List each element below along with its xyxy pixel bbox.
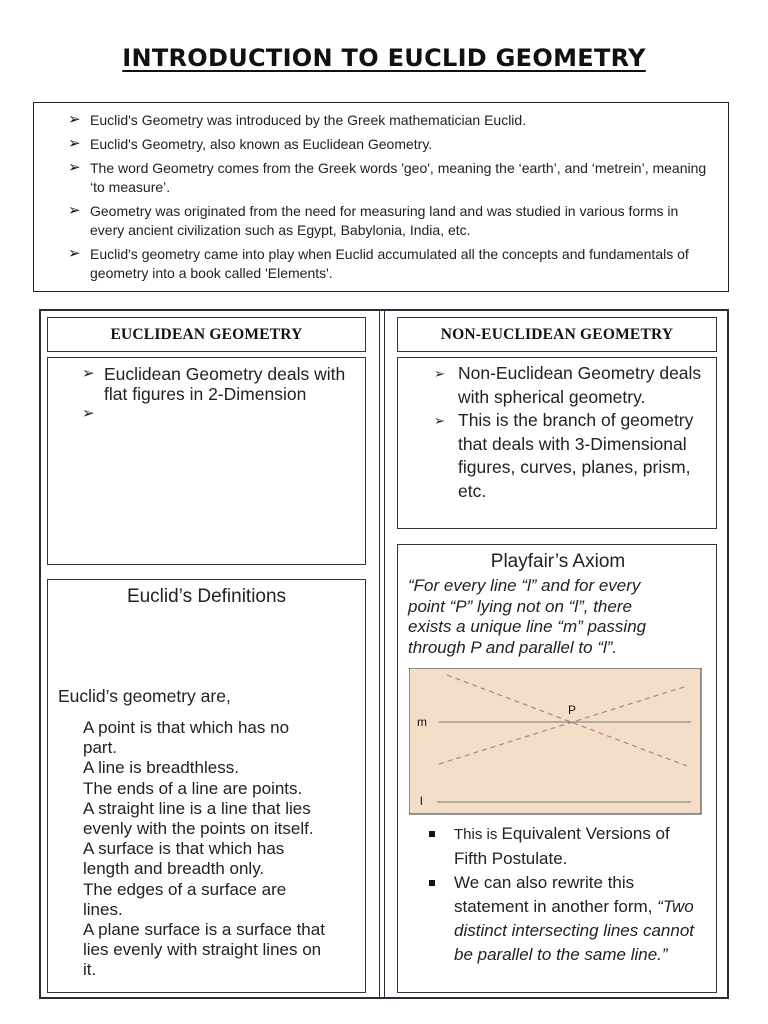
- arrow-bullet-icon: ➢: [82, 405, 95, 422]
- intro-box: [33, 102, 729, 292]
- point1-prefix: This is: [454, 826, 502, 843]
- list-item: [68, 111, 716, 130]
- arrow-bullet-icon: ➢: [68, 111, 81, 128]
- definition-line: A point is that which has no: [83, 718, 290, 737]
- column-divider: [379, 311, 385, 997]
- playfair-point-1: [454, 822, 704, 871]
- quote-line: through P and parallel to “l”.: [408, 637, 618, 657]
- definitions-title: Euclid’s Definitions: [126, 586, 287, 607]
- arrow-bullet-icon: ➢: [68, 202, 81, 219]
- parallel-lines-diagram: [409, 668, 703, 816]
- label-l: l: [420, 794, 423, 808]
- list-item-text: Non-Euclidean Geometry deals with spherical geometry.: [458, 363, 702, 407]
- diagram-background: [409, 668, 701, 814]
- euclidean-points-box: [47, 357, 366, 565]
- playfair-box: [397, 544, 717, 993]
- square-bullet-icon: [429, 831, 435, 837]
- arrow-bullet-icon: ➢: [434, 366, 445, 381]
- list-item-text: Euclid's Geometry was introduced by the Greek mathematician Euclid.: [90, 112, 527, 128]
- square-bullet-icon: [429, 880, 435, 886]
- definition-line: A line is breadthless.: [83, 758, 239, 778]
- point2-text: We can also rewrite this statement in another form,: [454, 873, 658, 916]
- label-m: m: [417, 715, 427, 729]
- definitions-intro: Euclid’s geometry are,: [58, 686, 231, 706]
- definition-line: part.: [83, 738, 118, 758]
- list-item: [434, 362, 706, 409]
- definition-line: evenly with the points on itself.: [83, 819, 314, 839]
- list-item-text: The word Geometry comes from the Greek words 'geo', meaning the ‘earth’, and ‘metrein’, meaning ‘to measure’.: [90, 160, 707, 195]
- playfair-points: [454, 822, 704, 967]
- list-item-text: Euclid's Geometry, also known as Euclidean Geometry.: [90, 136, 433, 152]
- list-item-text: Geometry was originated from the need for measuring land and was studied in various forms in every ancient civilization such as Egypt, Babylonia, India, etc.: [90, 203, 679, 238]
- definition-line: lines.: [83, 899, 123, 919]
- playfair-title: Playfair’s Axiom: [490, 551, 626, 572]
- definitions-list: [58, 718, 355, 981]
- quote-line: point “P” lying not on “l”, there: [408, 596, 632, 616]
- list-item: [68, 245, 716, 283]
- quote-line: “For every line “l” and for every: [408, 576, 641, 595]
- intro-list: [68, 111, 716, 283]
- definition-line: A straight line is a line that lies: [83, 798, 311, 818]
- playfair-point-2: [454, 871, 704, 967]
- list-item-text: Euclidean Geometry deals with flat figures in 2-Dimension: [104, 364, 346, 404]
- quote-line: exists a unique line “m” passing: [408, 617, 647, 636]
- definition-line: A surface is that which has: [83, 839, 285, 859]
- list-item: [68, 202, 716, 240]
- point1-text: Equivalent Versions of Fifth Postulate.: [454, 824, 670, 868]
- arrow-bullet-icon: ➢: [68, 159, 81, 176]
- arrow-bullet-icon: ➢: [434, 413, 445, 428]
- definitions-box: [47, 579, 366, 993]
- point2-italic-text: “Two distinct intersecting lines cannot be parallel to the same line.”: [454, 897, 695, 964]
- definition-line: lies evenly with straight lines on: [83, 940, 322, 960]
- euclidean-heading: EUCLIDEAN GEOMETRY: [47, 317, 366, 352]
- definition-line: The ends of a line are points.: [83, 778, 303, 798]
- arrow-bullet-icon: ➢: [82, 365, 95, 382]
- playfair-quote: [408, 576, 708, 658]
- list-item: [68, 159, 716, 197]
- arrow-bullet-icon: ➢: [68, 135, 81, 152]
- non-euclidean-heading: NON-EUCLIDEAN GEOMETRY: [397, 317, 717, 352]
- label-p: P: [568, 703, 577, 717]
- non-euclidean-points: [434, 362, 706, 503]
- list-item: [68, 135, 716, 154]
- definition-line: A plane surface is a surface that: [83, 920, 325, 940]
- definition-line: it.: [83, 960, 97, 980]
- non-euclidean-points-box: [397, 357, 717, 529]
- list-item-text: This is the branch of geometry that deals with 3-Dimensional figures, curves, planes, prism, etc.: [458, 410, 694, 501]
- list-item: [434, 409, 706, 503]
- definition-line: length and breadth only.: [83, 859, 265, 879]
- list-item: [82, 364, 355, 404]
- arrow-bullet-icon: ➢: [68, 245, 81, 262]
- page-title: INTRODUCTION TO EUCLID GEOMETRY: [122, 44, 646, 72]
- list-item-text: Euclid's geometry came into play when Euclid accumulated all the concepts and fundamentals of geometry into a book called 'Elements'.: [90, 246, 689, 281]
- definition-line: The edges of a surface are: [83, 879, 287, 899]
- euclidean-points: [82, 364, 355, 422]
